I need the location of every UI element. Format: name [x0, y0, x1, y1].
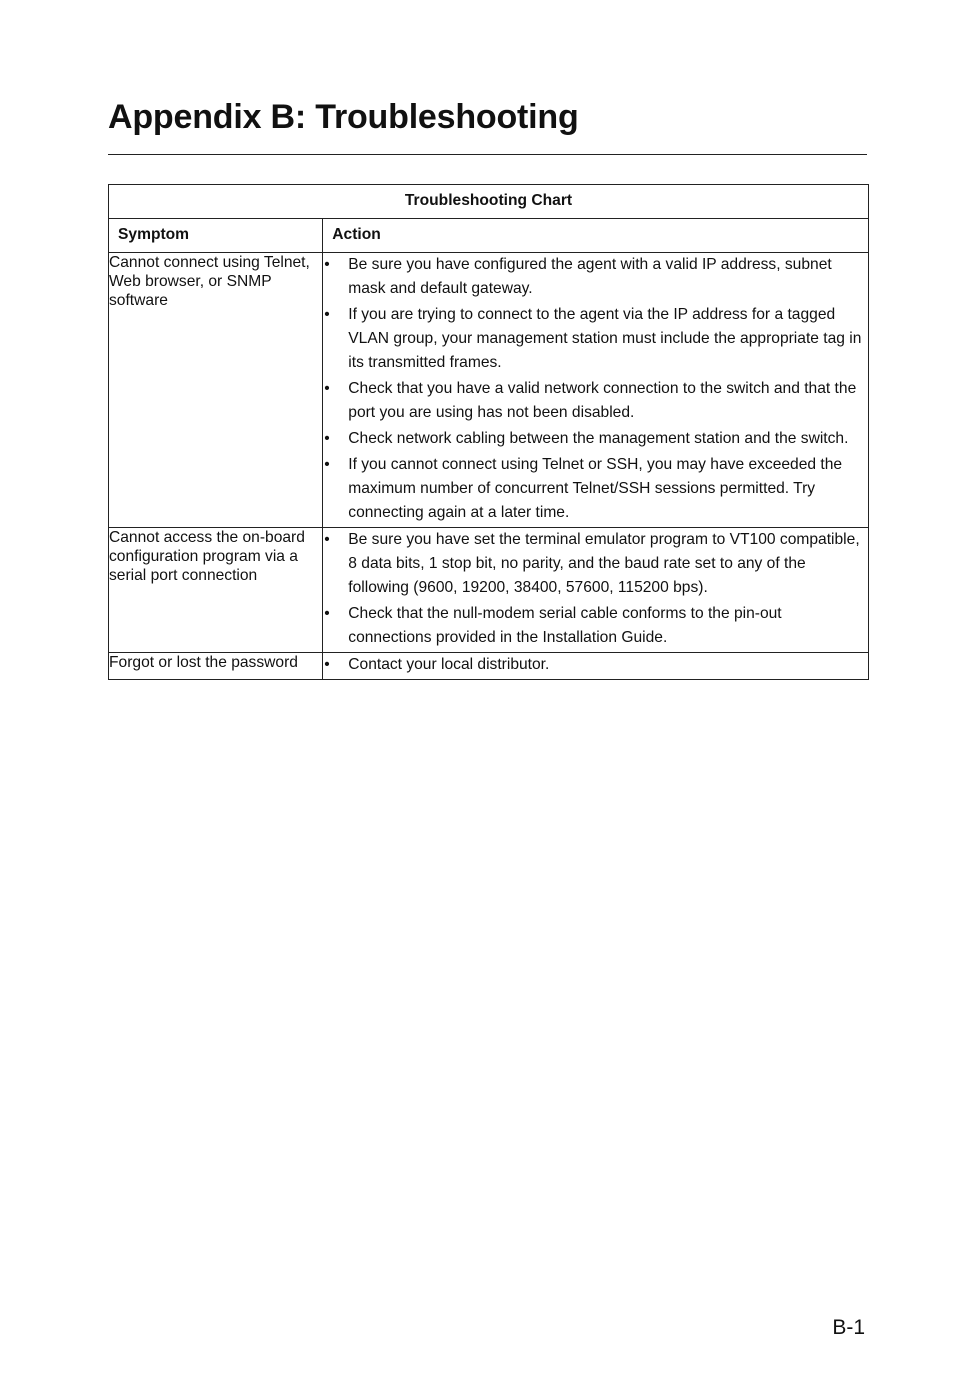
action-list	[323, 253, 868, 525]
column-header-action: Action	[323, 219, 869, 253]
action-list	[323, 528, 868, 650]
action-text: Be sure you have configured the agent with a valid IP address, subnet mask and default gateway.	[348, 256, 832, 297]
table-caption: Troubleshooting Chart	[109, 185, 869, 219]
bullet-icon: •	[324, 531, 330, 548]
list-item	[323, 303, 868, 375]
list-item	[323, 653, 868, 677]
action-list	[323, 653, 868, 677]
list-item	[323, 453, 868, 525]
action-cell	[323, 253, 869, 528]
action-text: Check that you have a valid network connection to the switch and that the port you are using has not been disabled.	[348, 380, 857, 421]
bullet-icon: •	[324, 430, 330, 447]
page-number: B-1	[832, 1316, 865, 1339]
bullet-icon: •	[324, 656, 330, 673]
bullet-icon: •	[324, 380, 330, 397]
column-header-symptom: Symptom	[109, 219, 323, 253]
action-text: Contact your local distributor.	[348, 656, 550, 673]
table-caption-row	[109, 185, 869, 219]
list-item	[323, 528, 868, 600]
table-row	[109, 528, 869, 653]
list-item	[323, 427, 868, 451]
action-cell	[323, 653, 869, 680]
action-text: Be sure you have set the terminal emulator program to VT100 compatible, 8 data bits, 1 stop bit, no parity, and the baud rate set to any of the following (9600, 19200, 38400, 57600, 115200 bps).	[348, 531, 860, 596]
action-text: If you are trying to connect to the agent via the IP address for a tagged VLAN group, your management station must include the appropriate tag in its transmitted frames.	[348, 306, 862, 371]
bullet-icon: •	[324, 256, 330, 273]
troubleshooting-table	[108, 184, 869, 680]
action-text: Check that the null-modem serial cable conforms to the pin-out connections provided in the Installation Guide.	[348, 605, 782, 646]
list-item	[323, 253, 868, 301]
symptom-cell: Forgot or lost the password	[109, 653, 323, 680]
table-header-row	[109, 219, 869, 253]
list-item	[323, 602, 868, 650]
table-row	[109, 653, 869, 680]
symptom-cell: Cannot access the on-board configuration program via a serial port connection	[109, 528, 323, 653]
bullet-icon: •	[324, 456, 330, 473]
bullet-icon: •	[324, 306, 330, 323]
action-text: Check network cabling between the management station and the switch.	[348, 430, 849, 447]
page-title: Appendix B: Troubleshooting	[108, 98, 579, 136]
title-divider	[108, 154, 867, 155]
list-item	[323, 377, 868, 425]
bullet-icon: •	[324, 605, 330, 622]
action-text: If you cannot connect using Telnet or SSH, you may have exceeded the maximum number of concurrent Telnet/SSH sessions permitted. Try connecting again at a later time.	[348, 456, 843, 521]
table-row	[109, 253, 869, 528]
action-cell	[323, 528, 869, 653]
symptom-cell: Cannot connect using Telnet, Web browser, or SNMP software	[109, 253, 323, 528]
